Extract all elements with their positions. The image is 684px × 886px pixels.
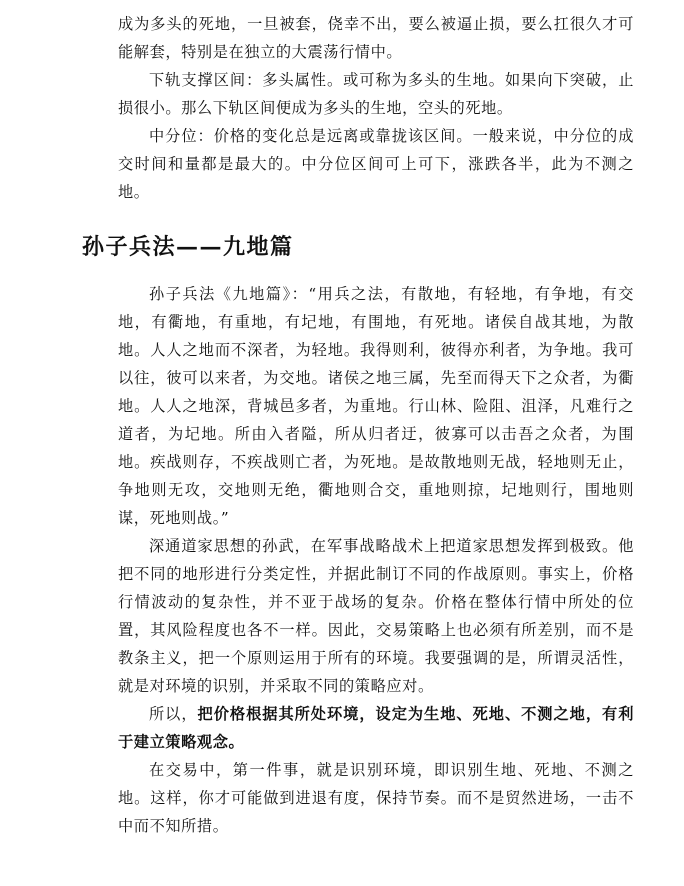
section-title: 孙子兵法——九地篇 [82,234,294,260]
intro-paragraph-1: 成为多头的死地，一旦被套，侥幸不出，要么被逼止损，要么扛很久才可能解套，特别是在独立的大震荡行情中。 [118,15,634,61]
emphasis-bold: 把价格根据其所处环境，设定为生地、死地、不测之地，有利于建立策略观念。 [118,705,634,751]
body-section [118,280,634,840]
intro-section [118,10,634,206]
emphasis-paragraph [118,700,634,756]
emphasis-lead: 所以， [149,705,198,723]
body-paragraph-2: 深通道家思想的孙武，在军事战略战术上把道家思想发挥到极致。他把不同的地形进行分类定性，并据此制订不同的作战原则。事实上，价格行情波动的复杂性，并不亚于战场的复杂。价格在整体行情中所处的位置，其风险程度也各不一样。因此，交易策略上也必须有所差别，而不是教条主义，把一个原则运用于所有的环境。我要强调的是，所谓灵活性，就是对环境的识别，并采取不同的策略应对。 [118,537,634,695]
body-paragraph-1: 孙子兵法《九地篇》：“用兵之法，有散地，有轻地，有争地，有交地，有衢地，有重地，有圮地，有围地，有死地。诸侯自战其地，为散地。人人之地而不深者，为轻地。我得则利，彼得亦利者，为争地。我可以往，彼可以来者，为交地。诸侯之地三属，先至而得天下之众者，为衢地。人人之地深，背城邑多者，为重地。行山林、险阻、沮泽，凡难行之道者，为圮地。所由入者隘，所从归者迂，彼寡可以击吾之众者，为围地。疾战则存，不疾战则亡者，为死地。是故散地则无战，轻地则无止，争地则无攻，交地则无绝，衢地则合交，重地则掠，圮地则行，围地则谋，死地则战。” [118,285,634,527]
intro-paragraph-2: 下轨支撑区间：多头属性。或可称为多头的生地。如果向下突破，止损很小。那么下轨区间便成为多头的生地，空头的死地。 [118,71,634,117]
closing-paragraph: 在交易中，第一件事，就是识别环境，即识别生地、死地、不测之地。这样，你才可能做到进退有度，保持节奏。而不是贸然进场，一击不中而不知所措。 [118,761,634,835]
intro-paragraph-3: 中分位：价格的变化总是远离或靠拢该区间。一般来说，中分位的成交时间和量都是最大的。中分位区间可上可下，涨跌各半，此为不测之地。 [118,127,634,201]
